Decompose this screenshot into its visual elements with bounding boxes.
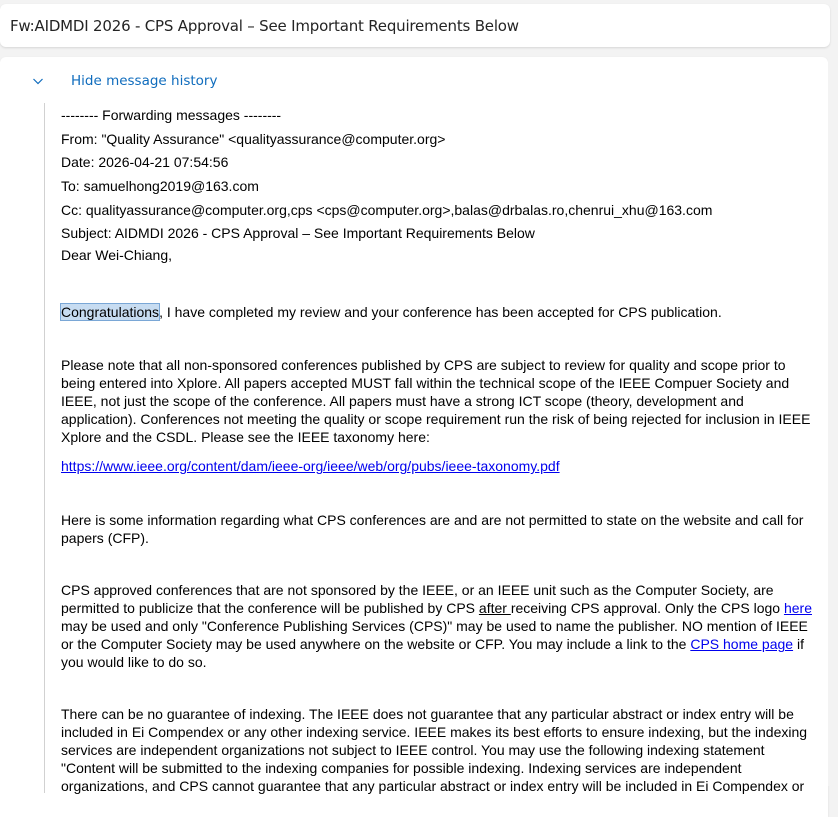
forward-date: Date: 2026-04-21 07:54:56 [61, 154, 229, 171]
greeting: Dear Wei-Chiang, [61, 247, 173, 264]
info-paragraph: Here is some information regarding what CPS conferences are and are not permitted to state on the website and call for papers (CFP). [61, 512, 804, 547]
forward-separator: -------- Forwarding messages -------- [61, 107, 282, 123]
email-subject: Fw:AIDMDI 2026 - CPS Approval – See Important Requirements Below [10, 17, 519, 35]
hide-history-label: Hide message history [71, 73, 218, 89]
indexing-paragraph: There can be no guarantee of indexing. The IEEE does not guarantee that any particular abstract or index entry will be included in Ei Compendex or any other indexing service. IEEE makes its best efforts to ensure indexing, but the indexing services are independent organizations not subject to IEEE control. You may use the following indexing statement "Content will be submitted to the indexing companies for possible indexing. Indexing services are independent organizations, and CPS cannot guarantee that any particular abstract or index entry will be included in Ei Compendex or [61, 706, 808, 795]
ieee-taxonomy-link[interactable]: https://www.ieee.org/content/dam/ieee-org/ieee/web/org/pubs/ieee-taxonomy.pdf [61, 458, 560, 475]
forward-from: From: "Quality Assurance" <qualityassurance@computer.org> [61, 130, 446, 147]
selected-text[interactable]: Congratulations [61, 304, 160, 321]
message-body [61, 106, 816, 795]
chevron-down-icon [30, 73, 46, 89]
approval-paragraph: CPS approved conferences that are not sponsored by the IEEE, or an IEEE unit such as the Computer Society, are permitted to publicize that the conference will be published by CPS after receiving CPS approval. Only the CPS logo here may be used and only "Conference Publishing Services (CPS)" may be used to name the publisher. NO mention of IEEE or the Computer Society may be used anywhere on the website or CFP. You may include a link to the CPS home page if you would like to do so. [61, 582, 812, 671]
forward-subject: Subject: AIDMDI 2026 - CPS Approval – See Important Requirements Below [61, 225, 535, 242]
forward-to: To: samuelhong2019@163.com [61, 178, 259, 195]
subject-bar [0, 4, 830, 47]
quote-divider [44, 103, 45, 793]
scope-paragraph: Please note that all non-sponsored conferences published by CPS are subject to review for quality and scope prior to being entered into Xplore. All papers accepted MUST fall within the technical scope of the IEEE Compuer Society and IEEE, not just the scope of the conference. All papers must have a strong ICT scope (theory, development and application). Conferences not meeting the quality or scope requirement run the risk of being rejected for inclusion in IEEE Xplore and the CSDL. Please see the IEEE taxonomy here: [61, 357, 811, 446]
congrats-text: , I have completed my review and your conference has been accepted for CPS publication. [159, 304, 722, 321]
hide-history-toggle[interactable] [30, 72, 217, 90]
scrollbar[interactable] [828, 57, 838, 786]
after-emphasis: after [478, 600, 511, 617]
cps-logo-link[interactable]: here [783, 600, 812, 617]
congrats-paragraph [61, 303, 816, 321]
forward-cc: Cc: qualityassurance@computer.org,cps <cps@computer.org>,balas@drbalas.ro,chenrui_xhu@163.com [61, 201, 713, 218]
cps-home-page-link[interactable]: CPS home page [690, 636, 794, 653]
